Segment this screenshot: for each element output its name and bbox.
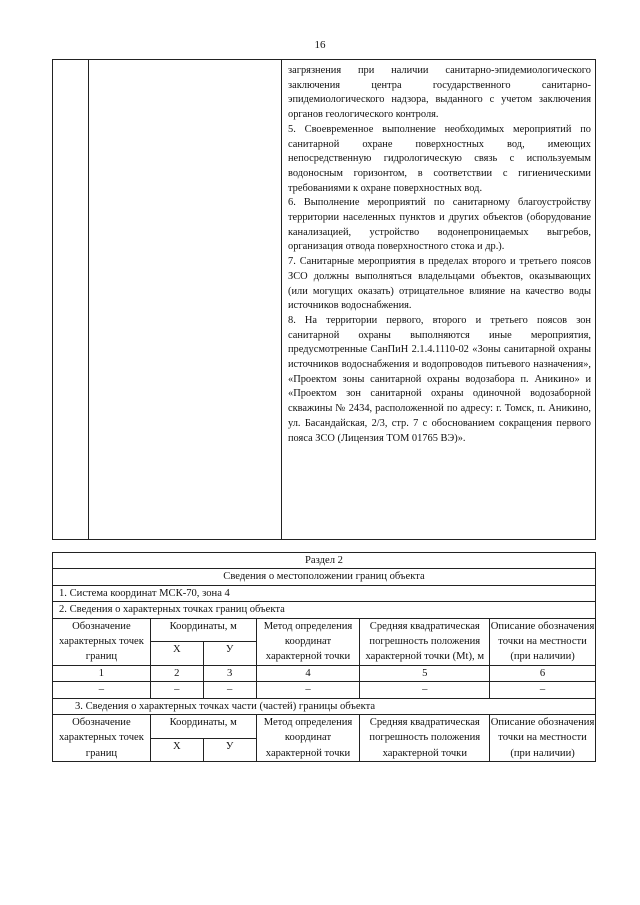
part-points-title: 3. Сведения о характерных точках части (частей) границы объекта — [53, 698, 596, 714]
dash-cell: – — [203, 682, 256, 698]
header-coordinates: Координаты, м — [150, 618, 256, 642]
header-x: Х — [150, 642, 203, 666]
column-number: 4 — [256, 665, 360, 681]
header-y: У — [203, 738, 256, 762]
section-subtitle: Сведения о местоположении границ объекта — [53, 569, 596, 585]
header-designation: Обозначение характерных точек границ — [53, 618, 151, 665]
empty-cell — [53, 60, 89, 540]
dash-cell: – — [53, 682, 151, 698]
header-error: Средняя квадратическая погрешность положения характерной точки (Mt), м — [360, 618, 490, 665]
dash-cell: – — [256, 682, 360, 698]
measures-text-cell — [282, 60, 596, 540]
paragraph: загрязнения при наличии санитарно-эпидемиологического заключения центра государственного санитарно-эпидемиологического надзора, выданного с учетом заключения органов геологического контроля. — [288, 65, 591, 121]
header-error: Средняя квадратическая погрешность положения характерной точки — [360, 715, 490, 762]
header-y: У — [203, 642, 256, 666]
column-number: 3 — [203, 665, 256, 681]
header-coordinates: Координаты, м — [150, 715, 256, 739]
measures-table-continuation — [52, 59, 596, 540]
dash-cell: – — [150, 682, 203, 698]
empty-cell — [89, 60, 282, 540]
header-method: Метод определения координат характерной точки — [256, 715, 360, 762]
header-designation: Обозначение характерных точек границ — [53, 715, 151, 762]
header-description: Описание обозначения точки на местности (при наличии) — [490, 618, 596, 665]
dash-cell: – — [490, 682, 596, 698]
page-number: 16 — [314, 39, 326, 51]
section2-table — [52, 552, 596, 762]
section-title: Раздел 2 — [53, 553, 596, 569]
column-number: 5 — [360, 665, 490, 681]
points-title: 2. Сведения о характерных точках границ объекта — [53, 602, 596, 618]
paragraph: 8. На территории первого, второго и третьего поясов зон санитарной охраны выполняются иные мероприятия, предусмотренные СанПиН 2.1.4.1110-02 «Зоны санитарной охраны источников водоснабжения и водопроводов питьевого назначения», «Проектом зоны санитарной охраны водозабора п. Аникино» и «Проектом зон санитарной охраны одиночной водозаборной скважины № 2434, расположенной по адресу: г. Томск, п. Аникино, ул. Басандайская, 2/3, стр. 7 с обоснованием сокращения первого пояса ЗСО (Лицензия ТОМ 01765 ВЭ)». — [288, 314, 591, 444]
header-description: Описание обозначения точки на местности (при наличии) — [490, 715, 596, 762]
header-method: Метод определения координат характерной точки — [256, 618, 360, 665]
dash-cell: – — [360, 682, 490, 698]
column-number: 2 — [150, 665, 203, 681]
paragraph: 6. Выполнение мероприятий по санитарному благоустройству территории населенных пунктов и других объектов (оборудование канализацией, устройство водонепроницаемых выгребов, организация отвода поверхностного стока и др.). — [288, 197, 591, 253]
coordinate-system: 1. Система координат МСК-70, зона 4 — [53, 585, 596, 601]
header-x: Х — [150, 738, 203, 762]
paragraph: 5. Своевременное выполнение необходимых мероприятий по санитарной охране поверхностных вод, имеющих непосредственную гидрологическую связь с используемым водоносным горизонтом, в соответствии с гигиеническими требованиями к охране поверхностных вод. — [288, 123, 591, 194]
paragraph: 7. Санитарные мероприятия в пределах второго и третьего поясов ЗСО должны выполняться владельцами объектов, оказывающих (или могущих оказать) отрицательное влияние на качество воды источников водоснабжения. — [288, 256, 591, 312]
column-number: 1 — [53, 665, 151, 681]
column-number: 6 — [490, 665, 596, 681]
